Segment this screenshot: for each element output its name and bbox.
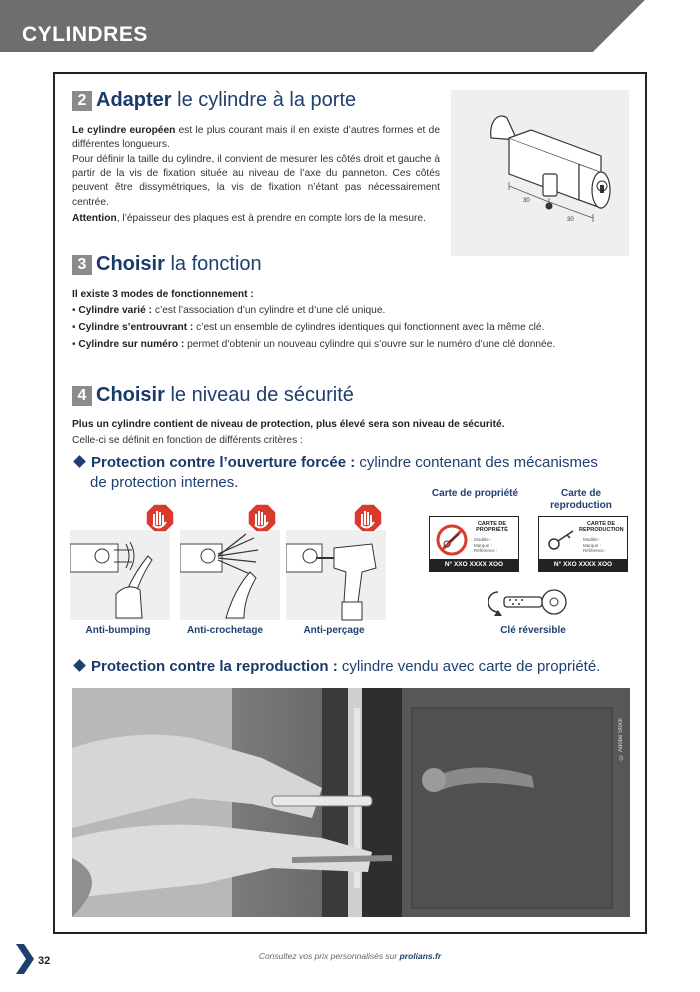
card-reproduction-label: Carte de reproduction: [550, 488, 612, 511]
footer-note: [0, 951, 700, 961]
section2-paragraph-2: Pour définir la taille du cylindre, il convient de mesurer les côtés droit et gauche à partir de la vis de fixation située au niveau de l’axe du panneton. Ces côtés peuvent être dissymétriques, la vis de fixation n’étant pas nécessairement centrée.: [72, 154, 440, 208]
bold-text: Cylindre s’entrouvrant :: [78, 322, 194, 333]
card-title: CARTE DE REPRODUCTION: [579, 521, 624, 533]
caption-anti-bumping: Anti-bumping: [85, 625, 151, 636]
bold-text: Cylindre sur numéro :: [78, 339, 185, 350]
dimension-right: 30: [567, 217, 574, 223]
text: cylindre vendu avec carte de propriété.: [337, 658, 601, 675]
text: , l’épaisseur des plaques est à prendre en compte lors de la mesure.: [116, 213, 426, 224]
text: c’est l’association d’un cylindre et d’une clé unique.: [152, 305, 386, 316]
section4-title: [72, 384, 354, 407]
card-fields: Modèle : Marque : Référence :: [474, 537, 498, 553]
card-ownership-label: Carte de propriété: [431, 488, 519, 499]
section-title-strong: Choisir: [96, 384, 165, 406]
card-number: N° XXO XXXX XOO: [430, 559, 518, 571]
section3-intro: [72, 288, 612, 302]
bold-text: Le cylindre européen: [72, 125, 176, 136]
text: est le plus courant mais il en existe d’autres formes et de différentes longueurs.: [72, 125, 440, 151]
footer-link[interactable]: prolians.fr: [399, 951, 442, 961]
photo-drawing: [72, 688, 630, 917]
section2-paragraph-3: [72, 212, 444, 226]
section3-title: [72, 253, 262, 276]
card-fields: Modèle : Marque : Référence :: [583, 537, 607, 553]
caption-anti-picking: Anti-crochetage: [186, 625, 264, 636]
text: permet d’obtenir un nouveau cylindre qui s’ouvre sur le numéro d’une clé donnée.: [184, 339, 556, 350]
card-ownership: [429, 516, 519, 572]
bold-text: Plus un cylindre contient de niveau de protection, plus élevé sera son niveau de sécurité.: [72, 419, 505, 430]
bullet-forced-opening-line2: de protection internes.: [90, 474, 239, 491]
bold-text: Cylindre varié :: [78, 305, 153, 316]
section-title-light: la fonction: [164, 253, 262, 275]
card-title: CARTE DE PROPRIÉTÉ: [476, 521, 508, 533]
key-icon: [545, 527, 579, 553]
card-reproduction: [538, 516, 628, 572]
bold-text: Protection contre l’ouverture forcée :: [91, 454, 356, 471]
section4-intro: [72, 418, 612, 432]
cylinder-drawing: [451, 90, 629, 256]
diamond-icon: [73, 659, 86, 672]
section2-paragraph-1: [72, 124, 440, 152]
section3-item-2: • Cylindre s’entrouvrant : c’est un ensemble de cylindres identiques qui fonctionnent avec la même clé.: [72, 322, 545, 333]
dimension-left: 30: [523, 198, 530, 204]
bullet-forced-opening: [72, 453, 612, 473]
anti-drilling-drawing: [286, 498, 396, 622]
card-number: N° XXO XXXX XOO: [539, 559, 627, 571]
section3-item-3: • Cylindre sur numéro : permet d’obtenir un nouveau cylindre qui s’ouvre sur le numéro d’une clé donnée.: [72, 339, 556, 350]
section4-criteria: Celle-ci se définit en fonction de différents critères :: [72, 435, 303, 446]
section-title-strong: Choisir: [96, 253, 165, 275]
text: c’est un ensemble de cylindres identiques qui fonctionnent avec la même clé.: [193, 322, 545, 333]
section-title-light: le niveau de sécurité: [164, 384, 354, 406]
bold-text: Attention: [72, 213, 117, 224]
header-title: CYLINDRES: [22, 23, 148, 46]
section-number: 3: [72, 255, 92, 275]
header-band: [0, 0, 700, 52]
section2-title: [72, 89, 356, 112]
cylinder-diagram: [451, 90, 629, 256]
section-number: 2: [72, 91, 92, 111]
photo-installing-cylinder: [72, 688, 630, 917]
page-number: 32: [38, 955, 51, 967]
bullet-reproduction: [72, 657, 622, 677]
reversible-key-icon: [488, 584, 572, 622]
section-title-light: le cylindre à la porte: [171, 89, 357, 111]
section-title-strong: Adapter: [96, 89, 172, 111]
bold-text: Protection contre la reproduction :: [91, 658, 338, 675]
photo-credit: © Adobe Stock: [618, 718, 624, 760]
caption-reversible-key: Clé réversible: [500, 625, 566, 636]
section3-item-1: • Cylindre varié : c’est l’association d’un cylindre et d’une clé unique.: [72, 305, 386, 316]
section-number: 4: [72, 386, 92, 406]
anti-picking-drawing: [180, 498, 290, 622]
bold-text: Il existe 3 modes de fonctionnement :: [72, 289, 254, 300]
diamond-icon: [73, 455, 86, 468]
caption-anti-drilling: Anti-perçage: [303, 625, 365, 636]
footer-text: Consultez vos prix personnalisés sur: [258, 951, 400, 961]
text: cylindre contenant des mécanismes: [355, 454, 598, 471]
no-copy-icon: [435, 523, 469, 557]
anti-bumping-drawing: [70, 498, 180, 622]
